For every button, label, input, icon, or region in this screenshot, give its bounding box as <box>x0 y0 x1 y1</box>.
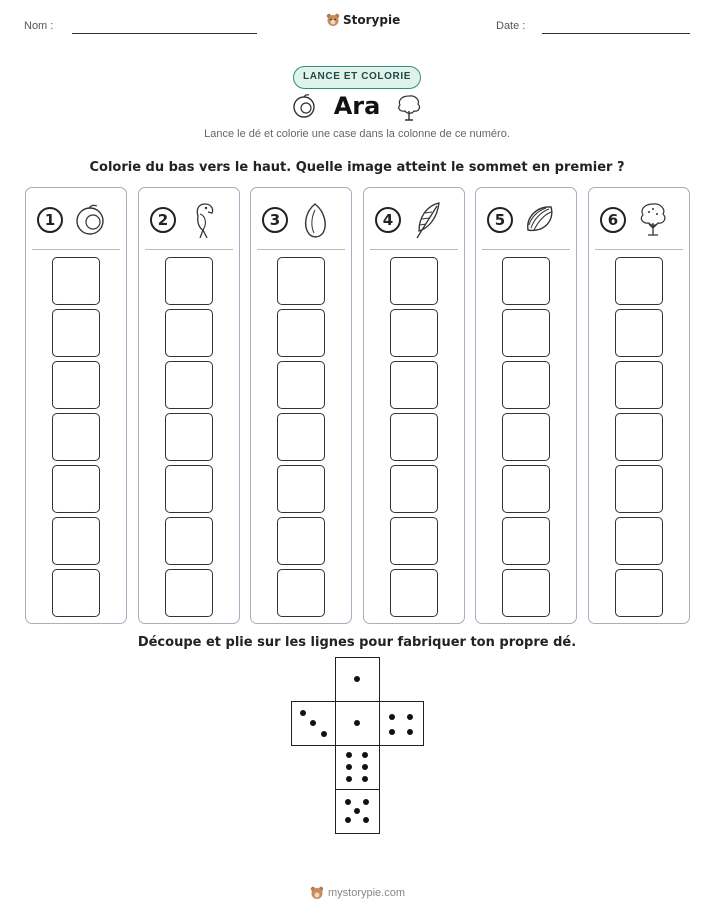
die-pip <box>407 729 413 735</box>
color-cell[interactable] <box>52 413 100 461</box>
column-number: 1 <box>37 207 63 233</box>
color-cell[interactable] <box>277 309 325 357</box>
die-pip <box>363 817 369 823</box>
color-cell[interactable] <box>390 257 438 305</box>
color-cell[interactable] <box>277 569 325 617</box>
date-line[interactable] <box>542 33 690 34</box>
die-pip <box>346 776 352 782</box>
die-pip <box>362 764 368 770</box>
brand-name: Storypie <box>343 13 401 27</box>
die-pip <box>362 752 368 758</box>
color-cell[interactable] <box>390 517 438 565</box>
color-cell[interactable] <box>52 257 100 305</box>
die-pip <box>363 799 369 805</box>
die-pip <box>345 799 351 805</box>
color-cell[interactable] <box>165 361 213 409</box>
color-cell[interactable] <box>615 257 663 305</box>
activity-tag: LANCE ET COLORIE <box>293 66 421 89</box>
die-instruction: Découpe et plie sur les lignes pour fabriquer ton propre dé. <box>137 635 577 650</box>
color-cell[interactable] <box>390 569 438 617</box>
die-face-1 <box>335 657 380 702</box>
die-pip <box>346 764 352 770</box>
column-divider <box>482 249 570 250</box>
column-divider <box>145 249 233 250</box>
die-pip <box>407 714 413 720</box>
bear-icon <box>310 886 324 900</box>
parrot-icon <box>185 200 221 240</box>
die-pip <box>345 817 351 823</box>
color-cell[interactable] <box>277 465 325 513</box>
subtitle: Lance le dé et colorie une case dans la colonne de ce numéro. <box>204 128 510 140</box>
column-5 <box>475 187 577 624</box>
die-pip <box>354 720 360 726</box>
color-cell[interactable] <box>390 465 438 513</box>
color-cell[interactable] <box>390 361 438 409</box>
column-number: 5 <box>487 207 513 233</box>
name-label: Nom : <box>24 20 54 32</box>
footer-url: mystorypie.com <box>328 887 406 899</box>
die-face-6 <box>335 745 380 790</box>
die-face-1 <box>335 701 380 746</box>
die-pip <box>300 710 306 716</box>
footer <box>310 886 405 900</box>
die-face-3 <box>291 701 336 746</box>
die-pip <box>362 776 368 782</box>
color-cell[interactable] <box>390 309 438 357</box>
color-cell[interactable] <box>165 309 213 357</box>
color-cell[interactable] <box>277 257 325 305</box>
page-title: Ara <box>333 92 381 120</box>
name-line[interactable] <box>72 33 257 34</box>
color-cell[interactable] <box>165 257 213 305</box>
die-pip <box>354 808 360 814</box>
column-number: 6 <box>600 207 626 233</box>
seed-icon <box>522 200 558 240</box>
die-pip <box>321 731 327 737</box>
column-number: 3 <box>262 207 288 233</box>
column-divider <box>595 249 683 250</box>
color-cell[interactable] <box>502 465 550 513</box>
color-cell[interactable] <box>165 569 213 617</box>
die-face-5 <box>335 789 380 834</box>
tree-icon <box>394 92 424 122</box>
date-label: Date : <box>496 20 526 32</box>
column-divider <box>32 249 120 250</box>
column-4 <box>363 187 465 624</box>
color-cell[interactable] <box>52 361 100 409</box>
color-cell[interactable] <box>165 413 213 461</box>
color-cell[interactable] <box>502 569 550 617</box>
die-face-4 <box>379 701 424 746</box>
column-divider <box>370 249 458 250</box>
color-cell[interactable] <box>277 361 325 409</box>
column-number: 4 <box>375 207 401 233</box>
color-cell[interactable] <box>165 465 213 513</box>
bear-icon <box>326 13 340 27</box>
color-cell[interactable] <box>277 413 325 461</box>
die-pip <box>310 720 316 726</box>
almond-icon <box>297 200 333 240</box>
color-cell[interactable] <box>502 309 550 357</box>
color-cell[interactable] <box>502 257 550 305</box>
brand-logo <box>326 13 400 27</box>
die-pip <box>346 752 352 758</box>
feather-icon <box>410 200 446 240</box>
color-cell[interactable] <box>615 465 663 513</box>
die-pip <box>354 676 360 682</box>
tree-icon <box>635 200 671 240</box>
column-6 <box>588 187 690 624</box>
color-cell[interactable] <box>502 361 550 409</box>
column-2 <box>138 187 240 624</box>
color-cell[interactable] <box>52 465 100 513</box>
color-cell[interactable] <box>390 413 438 461</box>
color-cell[interactable] <box>52 309 100 357</box>
color-cell[interactable] <box>502 517 550 565</box>
color-cell[interactable] <box>165 517 213 565</box>
column-divider <box>257 249 345 250</box>
die-pip <box>389 729 395 735</box>
color-cell[interactable] <box>615 569 663 617</box>
color-cell[interactable] <box>615 413 663 461</box>
column-3 <box>250 187 352 624</box>
plum-icon <box>72 200 108 240</box>
color-cell[interactable] <box>502 413 550 461</box>
color-cell[interactable] <box>615 361 663 409</box>
color-cell[interactable] <box>52 569 100 617</box>
instruction: Colorie du bas vers le haut. Quelle image atteint le sommet en premier ? <box>89 160 625 175</box>
color-cell[interactable] <box>615 309 663 357</box>
color-cell[interactable] <box>52 517 100 565</box>
color-cell[interactable] <box>277 517 325 565</box>
color-cell[interactable] <box>615 517 663 565</box>
column-number: 2 <box>150 207 176 233</box>
column-1 <box>25 187 127 624</box>
die-pip <box>389 714 395 720</box>
